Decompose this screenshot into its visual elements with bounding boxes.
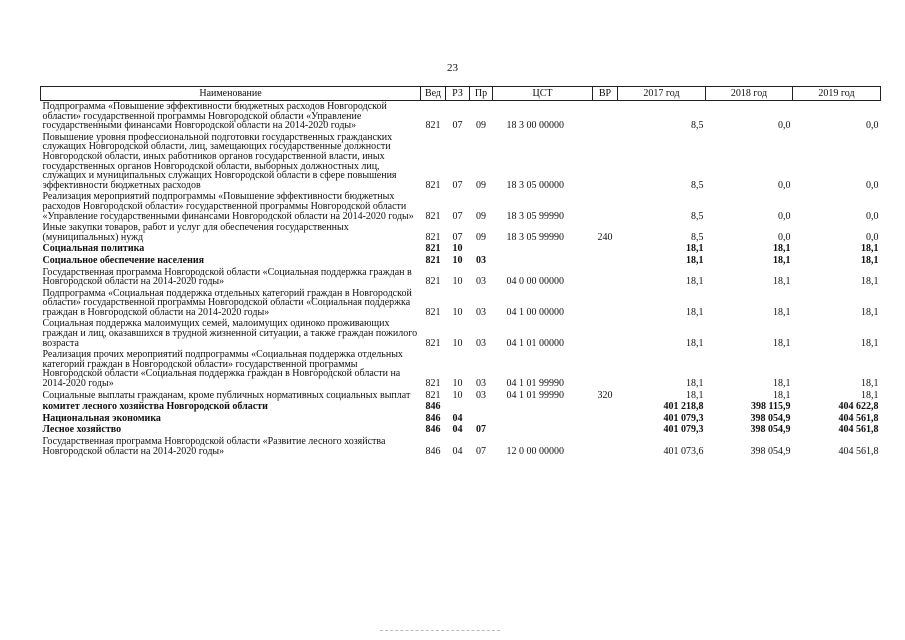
cell-pr <box>470 413 493 425</box>
cell-y2017: 401 079,3 <box>663 412 704 424</box>
cell-y2019: 404 561,8 <box>838 412 879 424</box>
cell-pr <box>470 401 493 413</box>
cell-rz: 07 <box>452 210 463 222</box>
cell-y2017: 18,1 <box>686 378 704 390</box>
cell-rz: 07 <box>452 179 463 191</box>
cell-y2017: 8,5 <box>691 179 704 191</box>
cell-pr <box>470 243 493 255</box>
cell-vr <box>593 132 618 192</box>
cell-rz: 04 <box>452 445 463 457</box>
cell-name: Национальная экономика <box>42 412 161 424</box>
table-row <box>41 436 881 457</box>
table-row <box>41 318 881 349</box>
cell-pr: 07 <box>476 424 486 436</box>
cell-y2017: 18,1 <box>686 254 704 266</box>
table-row <box>41 243 881 255</box>
cell-y2017: 8,5 <box>691 210 704 222</box>
cell-y2017: 401 218,8 <box>663 401 704 413</box>
cell-rz: 10 <box>452 306 463 318</box>
table-row <box>41 267 881 288</box>
cell-pr: 09 <box>476 231 486 243</box>
cell-name: Реализация мероприятий подпрограммы «Повышение эффективности бюджетных расходов Новгородской области» государственной программы Новгородской области «Управление государственными финансами Новгородской области на 2014-2020 годы» <box>42 191 414 222</box>
cell-y2018: 18,1 <box>773 389 791 401</box>
table-body <box>41 101 881 458</box>
cell-vr <box>593 267 618 288</box>
cell-y2019: 18,1 <box>861 276 879 288</box>
cell-cst: 04 0 00 00000 <box>506 276 564 288</box>
cell-y2019: 0,0 <box>866 179 879 191</box>
cell-pr: 07 <box>476 445 486 457</box>
cell-cst: 18 3 05 99990 <box>506 231 564 243</box>
cell-ved: 821 <box>425 179 441 191</box>
cell-cst: 18 3 00 00000 <box>506 120 564 132</box>
cell-rz: 10 <box>452 243 463 255</box>
cell-cst: 18 3 05 00000 <box>506 179 564 191</box>
header-cst: ЦСТ <box>493 87 593 101</box>
cell-y2017: 8,5 <box>691 231 704 243</box>
header-vr: ВР <box>593 87 618 101</box>
cell-rz: 07 <box>452 120 463 132</box>
cell-cst: 04 1 01 99990 <box>506 378 564 390</box>
cell-vr <box>593 318 618 349</box>
cell-name: Государственная программа Новгородской области «Развитие лесного хозяйства Новгородской области на 2014-2020 годы» <box>42 436 386 457</box>
cell-ved: 821 <box>425 254 441 266</box>
cell-y2019: 404 561,8 <box>838 424 879 436</box>
header-2017: 2017 год <box>618 87 706 101</box>
cell-name: Государственная программа Новгородской области «Социальная поддержка граждан в Новгородской области на 2014-2020 годы» <box>42 266 412 288</box>
cell-ved: 846 <box>425 424 441 436</box>
cell-cst: 04 1 01 99990 <box>506 389 564 401</box>
cell-vr <box>593 424 618 436</box>
cell-y2019: 404 622,8 <box>838 401 879 413</box>
cell-cst <box>493 255 593 267</box>
header-rz: РЗ <box>446 87 470 101</box>
cell-vr <box>593 255 618 267</box>
cell-cst <box>493 413 593 425</box>
cell-ved: 821 <box>425 243 441 255</box>
cell-ved: 821 <box>425 306 441 318</box>
cell-name: Социальная политика <box>42 243 145 255</box>
cell-cst: 04 1 01 00000 <box>506 337 564 349</box>
cell-pr: 09 <box>476 179 486 191</box>
cell-ved: 846 <box>425 401 441 413</box>
cell-pr: 09 <box>476 210 486 222</box>
cell-y2018: 0,0 <box>778 120 791 132</box>
cell-ved: 821 <box>425 378 441 390</box>
cell-name: Социальное обеспечение населения <box>42 254 205 266</box>
cell-y2019: 0,0 <box>866 210 879 222</box>
cell-y2018: 0,0 <box>778 231 791 243</box>
cell-vr <box>593 288 618 319</box>
cell-y2019: 0,0 <box>866 120 879 132</box>
cell-y2018: 398 115,9 <box>751 401 791 413</box>
cell-rz: 04 <box>452 424 463 436</box>
cell-vr <box>593 191 618 222</box>
cell-y2017: 18,1 <box>686 276 704 288</box>
cell-y2018: 18,1 <box>773 276 791 288</box>
cell-y2019: 0,0 <box>866 231 879 243</box>
cell-rz: 10 <box>452 337 463 349</box>
cell-y2017: 401 079,3 <box>663 424 704 436</box>
table-row <box>41 401 881 413</box>
cell-rz: 07 <box>452 231 463 243</box>
cell-y2018: 0,0 <box>778 210 791 222</box>
cell-y2017: 18,1 <box>686 243 704 255</box>
header-2018: 2018 год <box>706 87 793 101</box>
cell-y2018: 18,1 <box>773 254 791 266</box>
cell-name: Лесное хозяйство <box>42 424 122 436</box>
cell-y2018: 18,1 <box>773 378 791 390</box>
cell-pr: 03 <box>476 378 486 390</box>
cell-ved: 821 <box>425 337 441 349</box>
cell-pr: 09 <box>476 120 486 132</box>
cell-pr: 03 <box>476 254 486 266</box>
cell-name: Подпрограмма «Социальная поддержка отдельных категорий граждан в Новгородской области» государственной программы Новгородской области «Социальная поддержка граждан в Новгородской области на 2014-2020 годы» <box>42 287 412 318</box>
header-2019: 2019 год <box>793 87 881 101</box>
cell-rz: 10 <box>452 389 463 401</box>
cell-y2018: 398 054,9 <box>750 445 791 457</box>
cell-vr <box>593 413 618 425</box>
cell-name: Реализация прочих мероприятий подпрограммы «Социальная поддержка отдельных категорий граждан в Новгородской области» государственной программы Новгородской области «Социальная поддержка граждан в Новгородской области на 2014-2020 годы» <box>42 349 403 390</box>
cell-vr: 240 <box>597 231 613 243</box>
budget-table <box>40 86 881 457</box>
cell-cst <box>493 243 593 255</box>
cell-rz: 10 <box>452 378 463 390</box>
cell-pr: 03 <box>476 276 486 288</box>
cell-rz <box>446 401 470 413</box>
cell-cst: 18 3 05 99990 <box>506 210 564 222</box>
cell-cst: 12 0 00 00000 <box>506 445 564 457</box>
cell-vr <box>593 401 618 413</box>
cell-vr: 320 <box>597 389 613 401</box>
cell-name: комитет лесного хозяйства Новгородской области <box>42 401 268 413</box>
cell-ved: 821 <box>425 120 441 132</box>
footer-divider <box>380 630 500 632</box>
cell-cst <box>493 424 593 436</box>
table-header <box>41 87 881 101</box>
cell-ved: 821 <box>425 231 441 243</box>
cell-ved: 821 <box>425 276 441 288</box>
cell-y2018: 0,0 <box>778 179 791 191</box>
cell-pr: 03 <box>476 306 486 318</box>
table-row <box>41 222 881 243</box>
table-row <box>41 424 881 436</box>
cell-name: Подпрограмма «Повышение эффективности бюджетных расходов Новгородской области» государственной программы Новгородской области «Управление государственными финансами Новгородской области на 2014-2020 годы» <box>42 101 387 132</box>
cell-y2019: 18,1 <box>861 306 879 318</box>
table-row <box>41 390 881 402</box>
cell-y2017: 18,1 <box>686 337 704 349</box>
cell-y2019: 18,1 <box>861 254 879 266</box>
cell-name: Социальные выплаты гражданам, кроме публичных нормативных социальных выплат <box>42 389 411 401</box>
cell-y2019: 18,1 <box>861 243 879 255</box>
table-row <box>41 255 881 267</box>
cell-name: Социальная поддержка малоимущих семей, малоимущих одиноко проживающих граждан и лиц, оказавшихся в трудной жизненной ситуации, а также граждан пожилого возраста <box>42 318 418 349</box>
cell-vr <box>593 349 618 389</box>
cell-y2017: 18,1 <box>686 389 704 401</box>
cell-ved: 821 <box>425 210 441 222</box>
page-number: 23 <box>447 62 458 74</box>
cell-pr: 03 <box>476 337 486 349</box>
cell-vr <box>593 436 618 457</box>
header-name: Наименование <box>41 87 421 101</box>
cell-y2017: 8,5 <box>691 120 704 132</box>
table-row <box>41 349 881 389</box>
cell-name: Иные закупки товаров, работ и услуг для обеспечения государственных (муниципальных) нужд <box>42 222 349 243</box>
table-row <box>41 288 881 319</box>
cell-y2019: 404 561,8 <box>838 445 879 457</box>
table-row <box>41 101 881 132</box>
table-row <box>41 191 881 222</box>
cell-y2018: 398 054,9 <box>750 424 791 436</box>
cell-ved: 846 <box>425 445 441 457</box>
cell-y2017: 18,1 <box>686 306 704 318</box>
cell-vr <box>593 243 618 255</box>
cell-cst <box>493 401 593 413</box>
cell-y2019: 18,1 <box>861 389 879 401</box>
cell-rz: 04 <box>452 412 463 424</box>
header-ved: Вед <box>421 87 446 101</box>
cell-y2017: 401 073,6 <box>663 445 704 457</box>
cell-y2018: 398 054,9 <box>750 412 791 424</box>
cell-ved: 846 <box>425 412 441 424</box>
cell-cst: 04 1 00 00000 <box>506 306 564 318</box>
cell-y2018: 18,1 <box>773 306 791 318</box>
cell-y2019: 18,1 <box>861 337 879 349</box>
cell-pr: 03 <box>476 389 486 401</box>
cell-rz: 10 <box>452 254 463 266</box>
table-row <box>41 132 881 192</box>
cell-y2019: 18,1 <box>861 378 879 390</box>
cell-name: Повышение уровня профессиональной подготовки государственных гражданских служащих Новгородской области, лиц, замещающих государственные должности Новгородской области, иных работников органов государственной власти, иных государственных органов Новгородской области, выборных должностных лиц, служащих и муниципальных служащих Новгородской области в сфере повышения эффективности бюджетных расходов <box>42 131 397 191</box>
cell-rz: 10 <box>452 276 463 288</box>
cell-ved: 821 <box>425 389 441 401</box>
cell-y2018: 18,1 <box>773 337 791 349</box>
table-row <box>41 413 881 425</box>
cell-y2018: 18,1 <box>773 243 791 255</box>
cell-vr <box>593 101 618 132</box>
header-pr: Пр <box>470 87 493 101</box>
